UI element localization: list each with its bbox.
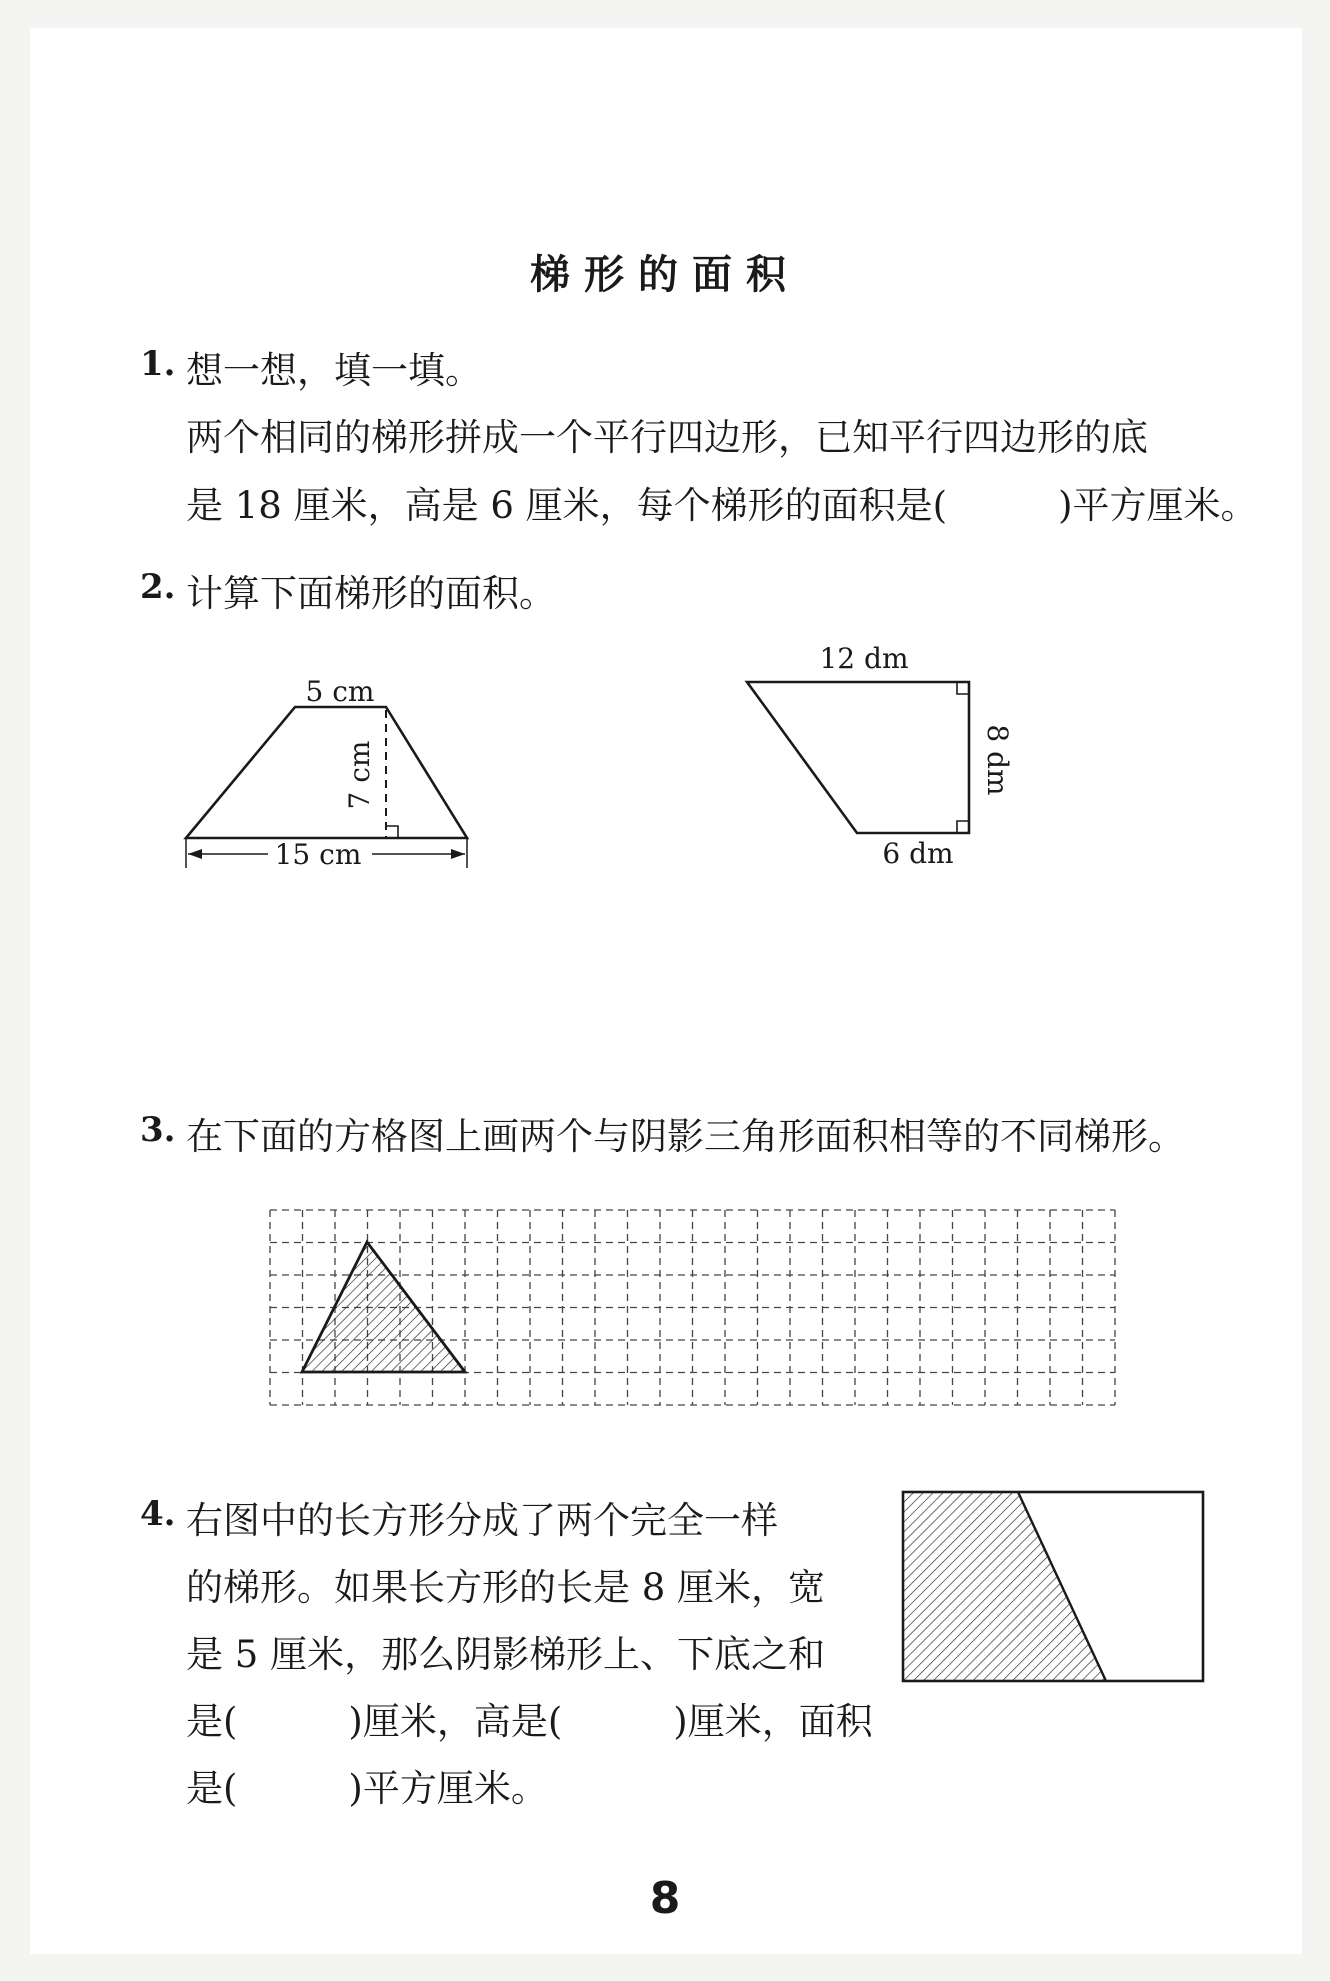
- trapezoid-figure-1: [186, 675, 467, 871]
- q2-prompt: 计算下面梯形的面积。: [186, 572, 556, 615]
- page-number: 8: [649, 1873, 681, 1924]
- q4-text-line3: 是 5 厘米，那么阴影梯形上、下底之和: [186, 1633, 826, 1676]
- q4-number: 4.: [140, 1494, 176, 1534]
- trapezoid-2-outline: [747, 682, 969, 833]
- rectangle-figure: [903, 1492, 1203, 1681]
- q2-number: 2.: [140, 567, 176, 607]
- q4-text-line2: 的梯形。如果长方形的长是 8 厘米，宽: [186, 1566, 826, 1609]
- q4-text-line1: 右图中的长方形分成了两个完全一样: [186, 1499, 778, 1542]
- trapezoid-2-top-label: 12 dm: [819, 642, 909, 675]
- trapezoid-1-top-label: 5 cm: [305, 675, 375, 708]
- q4-text-line4: 是( )厘米，高是( )厘米，面积: [186, 1700, 873, 1743]
- q1-number: 1.: [140, 344, 176, 384]
- trapezoid-1-height-label: 7 cm: [343, 740, 376, 810]
- page-title: 梯形的面积: [530, 251, 800, 298]
- right-angle-mark: [957, 682, 969, 694]
- q1-text-line1: 两个相同的梯形拼成一个平行四边形，已知平行四边形的底: [186, 416, 1148, 459]
- q3-prompt: 在下面的方格图上画两个与阴影三角形面积相等的不同梯形。: [186, 1115, 1185, 1158]
- arrow-left-icon: [188, 849, 202, 859]
- q4-text-line5: 是( )平方厘米。: [186, 1767, 548, 1810]
- shaded-trapezoid: [903, 1492, 1106, 1681]
- q3-number: 3.: [140, 1110, 176, 1150]
- trapezoid-figure-2: [747, 642, 1014, 870]
- q1-text-line2: 是 18 厘米，高是 6 厘米，每个梯形的面积是( )平方厘米。: [186, 484, 1258, 527]
- right-angle-mark: [386, 826, 398, 838]
- arrow-right-icon: [451, 849, 465, 859]
- right-angle-mark: [957, 821, 969, 833]
- q1-prompt: 想一想，填一填。: [186, 349, 482, 392]
- trapezoid-2-right-label: 8 dm: [981, 724, 1014, 796]
- trapezoid-2-bottom-label: 6 dm: [882, 837, 954, 870]
- trapezoid-1-bottom-label: 15 cm: [274, 838, 362, 871]
- trapezoid-1-outline: [186, 707, 467, 838]
